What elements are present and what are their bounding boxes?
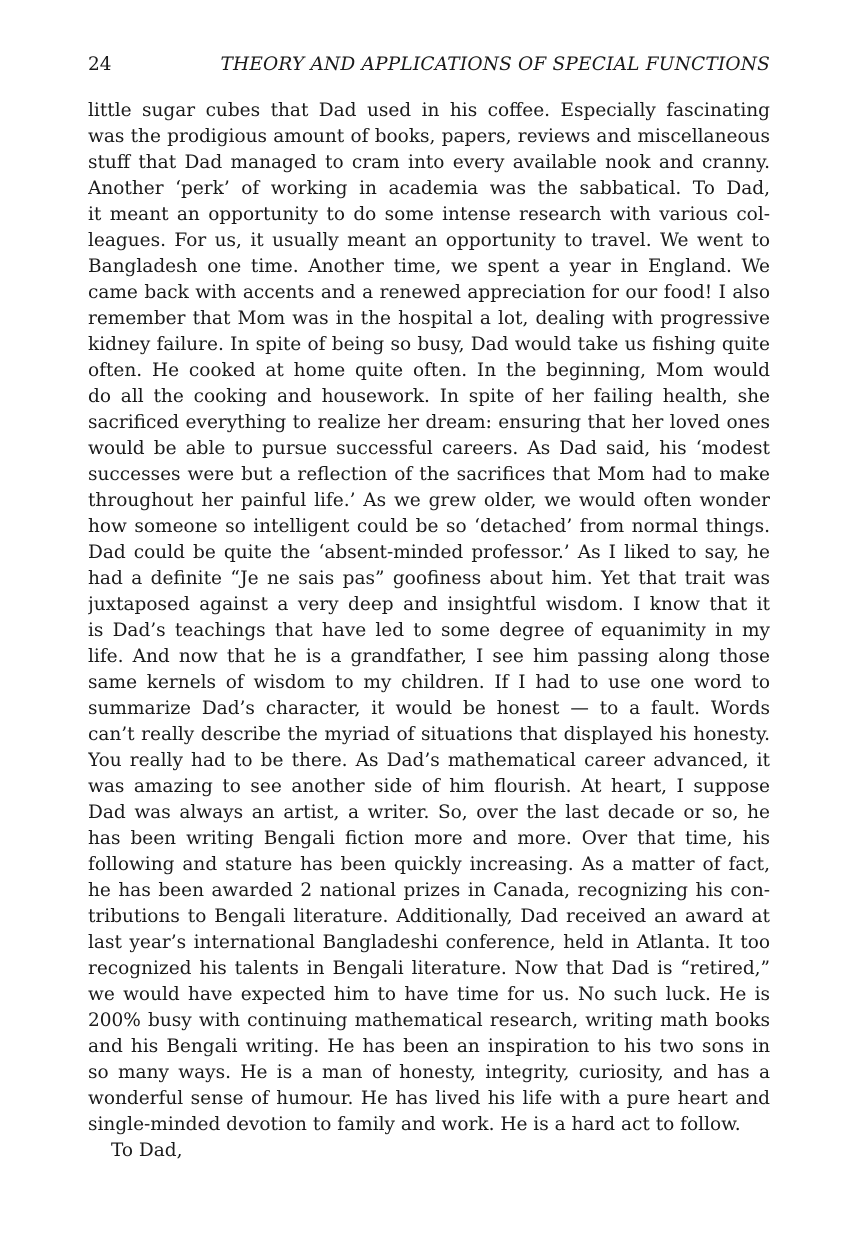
text-line: leagues. For us, it usually meant an opportunity to travel. We went to — [88, 230, 770, 251]
text-line: sacrificed everything to realize her dream: ensuring that her loved ones — [88, 412, 770, 433]
closing-salutation: To Dad, — [111, 1140, 183, 1161]
text-line: throughout her painful life.’ As we grew older, we would often wonder — [88, 490, 770, 511]
text-line: often. He cooked at home quite often. In the beginning, Mom would — [88, 360, 770, 381]
text-line: You really had to be there. As Dad’s mathematical career advanced, it — [88, 750, 770, 771]
text-line: would be able to pursue successful careers. As Dad said, his ‘modest — [88, 438, 770, 459]
text-line: juxtaposed against a very deep and insightful wisdom. I know that it — [88, 594, 770, 615]
text-line: was the prodigious amount of books, papers, reviews and miscellaneous — [88, 126, 770, 147]
text-line: Dad was always an artist, a writer. So, over the last decade or so, he — [88, 802, 770, 823]
text-line: wonderful sense of humour. He has lived his life with a pure heart and — [88, 1088, 770, 1109]
text-line: tributions to Bengali literature. Additionally, Dad received an award at — [88, 906, 770, 927]
text-line: single-minded devotion to family and work. He is a hard act to follow. — [88, 1114, 741, 1135]
page-header — [88, 52, 770, 78]
text-line: little sugar cubes that Dad used in his coffee. Especially fascinating — [88, 100, 770, 121]
text-line: last year’s international Bangladeshi conference, held in Atlanta. It too — [88, 932, 770, 953]
text-line: and his Bengali writing. He has been an inspiration to his two sons in — [88, 1036, 770, 1057]
text-line: had a definite “Je ne sais pas” goofiness about him. Yet that trait was — [88, 568, 770, 589]
text-line: came back with accents and a renewed appreciation for our food! I also — [88, 282, 770, 303]
text-line: 200% busy with continuing mathematical research, writing math books — [88, 1010, 770, 1031]
text-line: successes were but a reflection of the sacrifices that Mom had to make — [88, 464, 770, 485]
text-line: is Dad’s teachings that have led to some degree of equanimity in my — [88, 620, 770, 641]
text-line: was amazing to see another side of him flourish. At heart, I suppose — [88, 776, 770, 797]
text-line: stuff that Dad managed to cram into every available nook and cranny. — [88, 152, 770, 173]
text-line: Bangladesh one time. Another time, we spent a year in England. We — [88, 256, 770, 277]
text-line: life. And now that he is a grandfather, I see him passing along those — [88, 646, 770, 667]
text-line: following and stature has been quickly increasing. As a matter of fact, — [88, 854, 770, 875]
text-line: same kernels of wisdom to my children. If I had to use one word to — [88, 672, 770, 693]
page-number: 24 — [88, 54, 112, 75]
text-line: recognized his talents in Bengali literature. Now that Dad is “retired,” — [88, 958, 770, 979]
text-line: how someone so intelligent could be so ‘detached’ from normal things. — [88, 516, 770, 537]
text-line: he has been awarded 2 national prizes in Canada, recognizing his con- — [88, 880, 770, 901]
text-line: Another ‘perk’ of working in academia was the sabbatical. To Dad, — [88, 178, 770, 199]
running-head: THEORY AND APPLICATIONS OF SPECIAL FUNCTIONS — [220, 54, 770, 75]
text-line: remember that Mom was in the hospital a lot, dealing with progressive — [88, 308, 770, 329]
text-line: Dad could be quite the ‘absent-minded professor.’ As I liked to say, he — [88, 542, 770, 563]
text-line: can’t really describe the myriad of situations that displayed his honesty. — [88, 724, 770, 745]
text-line: do all the cooking and housework. In spite of her failing health, she — [88, 386, 770, 407]
text-line: so many ways. He is a man of honesty, integrity, curiosity, and has a — [88, 1062, 770, 1083]
text-line: it meant an opportunity to do some intense research with various col- — [88, 204, 770, 225]
text-line: we would have expected him to have time for us. No such luck. He is — [88, 984, 770, 1005]
text-line: has been writing Bengali fiction more and more. Over that time, his — [88, 828, 770, 849]
body-paragraph — [88, 98, 770, 1164]
text-line: kidney failure. In spite of being so busy, Dad would take us fishing quite — [88, 334, 770, 355]
text-line: summarize Dad’s character, it would be honest — to a fault. Words — [88, 698, 770, 719]
